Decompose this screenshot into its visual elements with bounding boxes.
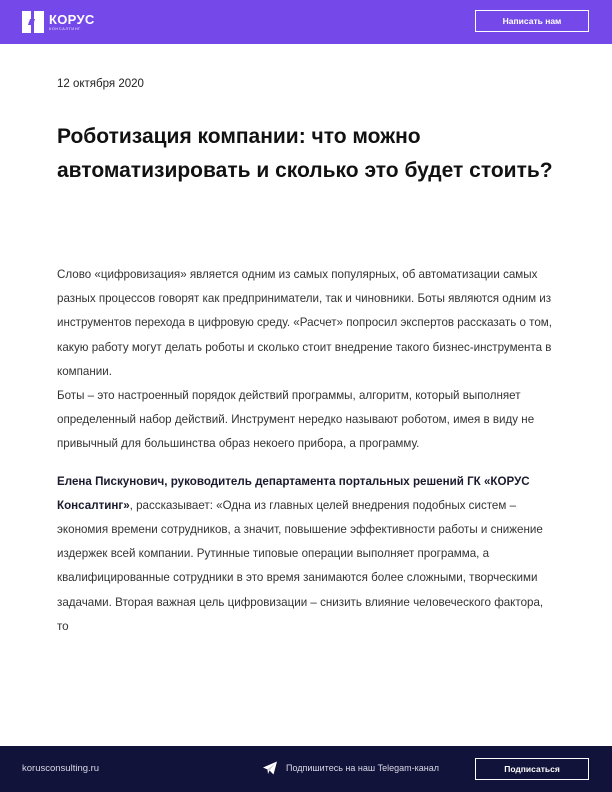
logo-subtitle: КОНСАЛТИНГ	[49, 25, 81, 31]
article-title: Роботизация компании: что можно автоматизировать и сколько это будет стоить?	[57, 125, 553, 182]
logo[interactable]	[22, 11, 95, 33]
telegram-icon	[262, 760, 278, 776]
quote-text: , рассказывает: «Одна из главных целей внедрения подобных систем – экономия времени сотрудников, а значит, повышение эффективности работы и снижение издержек всей компании. Рутинные типовые операции выполняет программа, а квалифицированные сотрудники в это время занимаются более сложными, творческими задачами. Вторая важная цель цифровизации – снизить влияние человеческого фактора, то	[57, 498, 544, 633]
telegram-link[interactable]	[262, 760, 439, 776]
article-date: 12 октября 2020	[57, 78, 144, 90]
footer	[0, 746, 612, 792]
quote-author: Елена Пискунович, руководитель департамента портальных решений ГК «КОРУС Консалтинг»	[57, 474, 530, 512]
subscribe-button[interactable]: Подписаться	[475, 758, 589, 780]
write-us-button[interactable]: Написать нам	[475, 10, 589, 32]
article-body	[57, 263, 557, 639]
site-link[interactable]: korusconsulting.ru	[22, 763, 100, 774]
logo-name: КОРУС	[49, 11, 95, 27]
korus-logo-icon	[22, 11, 44, 33]
paragraph-bots: Боты – это настроенный порядок действий программы, алгоритм, который выполняет определенный набор действий. Инструмент нередко называют роботом, имея в виду не привычный для большинства образ некоего прибора, а программу.	[57, 389, 535, 451]
paragraph-quote	[57, 470, 557, 639]
paragraph-intro: Слово «цифровизация» является одним из самых популярных, об автоматизации самых разных процессов говорят как предприниматели, так и чиновники. Боты являются одним из инструментов перехода в цифровую среду. «Расчет» попросил экспертов рассказать о том, какую работу могут делать роботы и сколько стоит внедрение такого бизнес-инструмента в компании.	[57, 268, 552, 378]
telegram-label: Подпишитесь на наш Telegam-канал	[286, 763, 439, 773]
header	[0, 0, 612, 44]
